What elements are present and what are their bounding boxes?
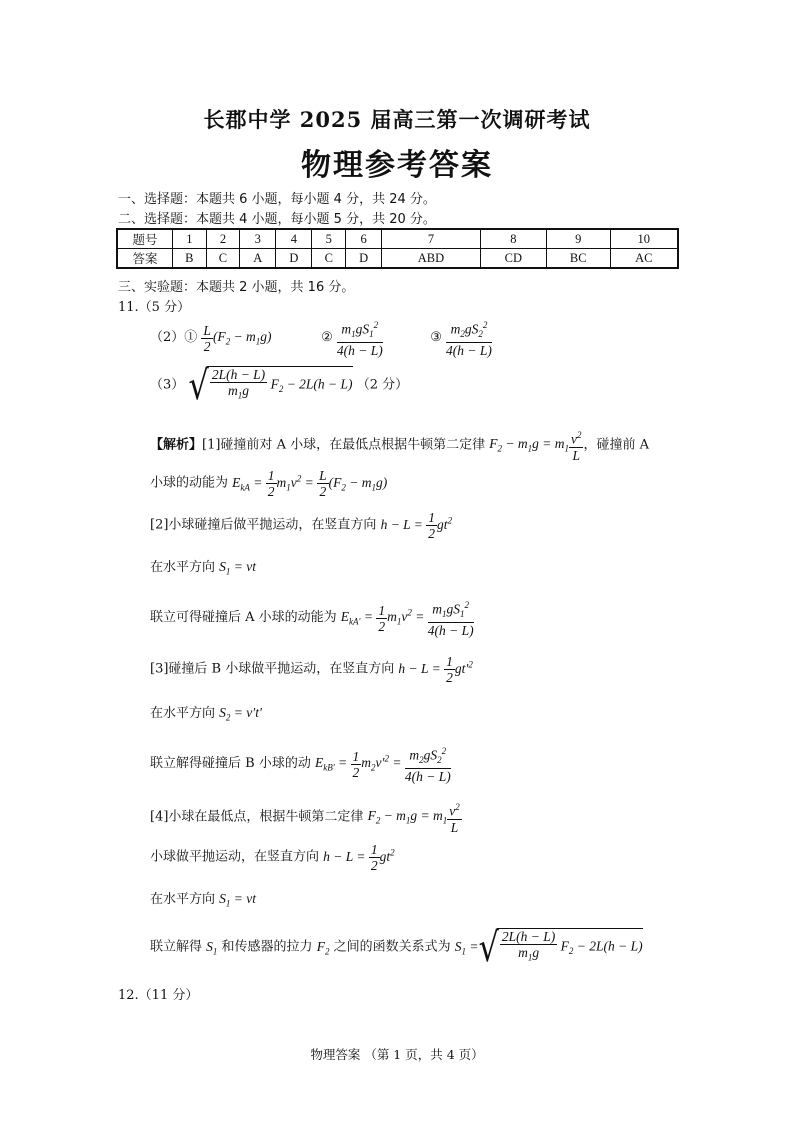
section-1-heading: 一、选择题：本题共 6 小题，每小题 4 分，共 24 分。 — [118, 192, 436, 207]
table-cell: A — [240, 249, 276, 269]
exam-title: 长郡中学 2025 届高三第一次调研考试 — [203, 107, 591, 132]
table-cell: C — [312, 249, 346, 269]
analysis-line-5: 联立可得碰撞后 A 小球的动能为 $E_{kA'}$ = $\frac{1}{2}$ $m_1v^2$ = $\frac{m_1gS_1^2}{4(h - L)}$ — [150, 600, 474, 639]
table-cell: 2 — [206, 229, 240, 249]
table-cell: CD — [480, 249, 546, 269]
analysis-line-4: 在水平方向 $S_1$ = vt — [150, 559, 257, 577]
q11-part3-score: （2 分） — [356, 377, 409, 393]
analysis-text: 在水平方向 — [150, 706, 216, 721]
analysis-line-7: 在水平方向 $S_2 = v't'$ — [150, 705, 262, 723]
analysis-line-10: 小球做平抛运动，在竖直方向 h − L = $\frac{1}{2}$ $gt^2$ — [150, 842, 395, 873]
table-row-answers — [117, 249, 678, 269]
analysis-text: 在水平方向 — [150, 892, 216, 907]
table-cell: BC — [546, 249, 610, 269]
formula: $\frac{m_1gS_1^2}{4(h - L)}$ — [336, 320, 383, 359]
answer-table — [116, 228, 679, 269]
sqrt-icon: √ — [188, 361, 209, 409]
analysis-line-6: [3]碰撞后 B 小球做平抛运动，在竖直方向 h − L = $\frac{1}{2}$ $gt'^2$ — [150, 654, 473, 685]
table-cell: 4 — [276, 229, 312, 249]
analysis-line-8: 联立解得碰撞后 B 小球的动 $E_{kB'}$ = $\frac{1}{2}$ $m_2v'^2$ = $\frac{m_2gS_2^2}{4(h - L)}$ — [150, 746, 451, 785]
analysis-text: [4]小球在最低点，根据牛顿第二定律 — [150, 809, 364, 825]
analysis-line-9: [4]小球在最低点，根据牛顿第二定律 $F_2 - m_1g = m_1$ $\frac{v^2}{L}$ — [150, 802, 460, 835]
table-cell: 7 — [382, 229, 481, 249]
q11-part2 — [150, 318, 492, 358]
table-row-numbers — [117, 229, 678, 249]
table-cell: 9 — [546, 229, 610, 249]
formula: $\frac{m_2gS_2^2}{4(h - L)}$ — [446, 320, 492, 359]
q12-heading: 12.（11 分） — [118, 988, 199, 1003]
table-cell: 3 — [240, 229, 276, 249]
formula: $\frac{L}{2}$ $(F_2 - m_1g)$ — [203, 322, 275, 354]
analysis-line-3: [2]小球碰撞后做平抛运动，在竖直方向 h − L = $\frac{1}{2}$ $gt^2$ — [150, 510, 453, 541]
formula: $\frac{2L(h - L)}{m_1g}$ $F_2 - 2L(h - L)$ — [207, 366, 353, 404]
analysis-text: 和传感器的拉力 — [221, 939, 313, 955]
table-cell: D — [276, 249, 312, 269]
section-2-heading: 二、选择题：本题共 4 小题，每小题 5 分，共 20 分。 — [118, 212, 436, 227]
table-cell: ABD — [382, 249, 481, 269]
analysis-line-1: 【解析】[1]碰撞前对 A 小球，在最低点根据牛顿第二定律 $F_2 - m_1g = m_1$ $\frac{v^2}{L}$ ，碰撞前 A — [150, 430, 649, 463]
circled-3-icon: ③ — [430, 330, 442, 346]
analysis-label: 【解析】 — [150, 437, 203, 453]
q11-part3-label: （3） — [150, 377, 185, 393]
table-cell: B — [173, 249, 207, 269]
page-footer: 物理答案 （第 1 页，共 4 页） — [310, 1047, 484, 1062]
sqrt-icon: √ — [478, 923, 499, 971]
section-3-heading: 三、实验题：本题共 2 小题，共 16 分。 — [118, 280, 355, 295]
analysis-text: 在水平方向 — [150, 560, 216, 575]
analysis-text: 之间的函数关系式为 — [333, 939, 451, 955]
table-cell: 6 — [346, 229, 382, 249]
table-answer-label: 答案 — [117, 249, 173, 269]
table-cell: AC — [610, 249, 678, 269]
table-cell: 10 — [610, 229, 678, 249]
analysis-text: [2]小球碰撞后做平抛运动，在竖直方向 — [150, 517, 377, 533]
table-header-label: 题号 — [117, 229, 173, 249]
analysis-text: 联立解得碰撞后 B 小球的动 — [150, 756, 311, 772]
analysis-line-2: 小球的动能为 $E_{kA}$ = $\frac{1}{2}$ $m_1v^2$ = $\frac{L}{2}$ $(F_2 - m_1g)$ — [150, 468, 388, 499]
analysis-text: ，碰撞前 A — [583, 437, 649, 453]
table-cell: 5 — [312, 229, 346, 249]
analysis-text: 小球做平抛运动，在竖直方向 — [150, 849, 320, 865]
analysis-text: 联立可得碰撞后 A 小球的动能为 — [150, 610, 337, 626]
analysis-line-12: 联立解得 $S_1$ 和传感器的拉力 $F_2$ 之间的函数关系式为 $S_1$ =√ $\frac{2L(h - L)}{m_1g}$ $F_2 - 2L(h - L)$ — [150, 923, 643, 971]
circled-2-icon: ② — [321, 330, 333, 346]
analysis-line-11: 在水平方向 $S_1$ = vt — [150, 891, 257, 909]
analysis-text: [3]碰撞后 B 小球做平抛运动，在竖直方向 — [150, 661, 395, 677]
analysis-text: [1]碰撞前对 A 小球，在最低点根据牛顿第二定律 — [202, 437, 486, 453]
document-subtitle: 物理参考答案 — [301, 148, 493, 183]
table-cell: 1 — [173, 229, 207, 249]
analysis-text: 小球的动能为 — [150, 475, 229, 491]
table-cell: 8 — [480, 229, 546, 249]
q11-part3 — [150, 361, 409, 409]
q11-part2-label: （2）① — [150, 330, 198, 346]
analysis-text: 联立解得 — [150, 939, 203, 955]
table-cell: C — [206, 249, 240, 269]
table-cell: D — [346, 249, 382, 269]
q11-heading: 11.（5 分） — [118, 300, 191, 315]
